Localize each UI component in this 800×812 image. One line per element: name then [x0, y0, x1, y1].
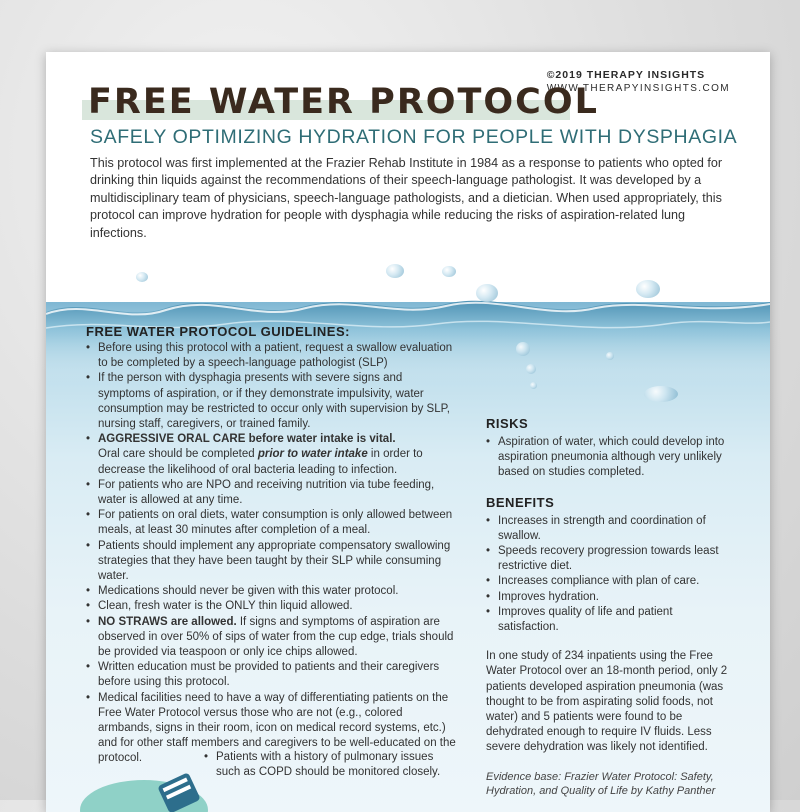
website-url: WWW.THERAPYINSIGHTS.COM	[546, 83, 730, 94]
bubble-icon	[442, 266, 456, 277]
list-item: • Clean, fresh water is the ONLY thin liquid allowed.	[86, 599, 456, 614]
guidelines-heading: FREE WATER PROTOCOL GUIDELINES:	[86, 324, 350, 339]
evidence-citation: Evidence base: Frazier Water Protocol: Safety, Hydration, and Quality of Life by Kathy Panther	[486, 770, 716, 797]
list-item: • For patients who are NPO and receiving nutrition via tube feeding, water is allowed at any time.	[86, 478, 456, 508]
copyright-text: ©2019 THERAPY INSIGHTS	[546, 69, 706, 81]
water-cup-illustration	[74, 760, 224, 812]
bubble-icon	[530, 382, 537, 389]
list-item: • Aspiration of water, which could develop into aspiration pneumonia although very unlikely based on studies completed.	[486, 435, 736, 481]
list-item: • Speeds recovery progression towards least restrictive diet.	[486, 544, 736, 574]
bubble-icon	[516, 342, 530, 356]
list-item: • NO STRAWS are allowed. If signs and symptoms of aspiration are observed in over 50% of sips of water from the cup edge, trials should be provided via teaspoon or only ice chips allowed.	[86, 615, 456, 661]
risks-list	[486, 435, 736, 481]
risks-benefits-section	[486, 416, 736, 798]
guidelines-list	[86, 341, 456, 767]
bubble-icon	[636, 280, 660, 298]
no-straws-emphasis: NO STRAWS are allowed.	[98, 615, 237, 628]
bubble-icon	[644, 386, 678, 402]
bubble-icon	[526, 364, 536, 374]
list-item: • Improves hydration.	[486, 590, 736, 605]
list-item: • Patients should implement any appropriate compensatory swallowing strategies that they have been taught by their SLP while consuming water.	[86, 539, 456, 585]
oral-care-emphasis: AGGRESSIVE ORAL CARE before water intake is vital.	[98, 433, 396, 446]
list-item: • Patients with a history of pulmonary issues such as COPD should be monitored closely.	[204, 750, 444, 780]
bubble-icon	[386, 264, 404, 278]
guidelines-section	[86, 324, 456, 767]
list-item: • Medications should never be given with this water protocol.	[86, 584, 456, 599]
bubble-icon	[606, 352, 614, 360]
list-item: • Before using this protocol with a patient, request a swallow evaluation to be completed by a speech-language pathologist (SLP)	[86, 341, 456, 371]
list-item: • AGGRESSIVE ORAL CARE before water intake is vital. Oral care should be completed prior to water intake in order to decrease the likelihood of oral bacteria leading to infection.	[86, 432, 456, 478]
benefits-heading: BENEFITS	[486, 494, 555, 510]
bubble-icon	[476, 284, 498, 302]
study-paragraph: In one study of 234 inpatients using the Free Water Protocol over an 18-month period, only 2 patients developed aspiration pneumonia (was thought to be from aspirating solid foods, not water) and 5 patients were found to be dehydrated enough to require IV fluids. Less severe dehydration was likely not identified.	[486, 650, 728, 754]
handout-page	[46, 52, 770, 812]
benefits-list	[486, 514, 736, 636]
risks-heading: RISKS	[486, 416, 529, 431]
copd-note	[204, 750, 444, 780]
list-item: • Written education must be provided to patients and their caregivers before using this protocol.	[86, 660, 456, 690]
bubble-icon	[136, 272, 148, 282]
intro-paragraph: This protocol was first implemented at the Frazier Rehab Institute in 1984 as a response to patients who opted for drinking thin liquids against the recommendations of their speech-language pathologist. It was developed by a multidisciplinary team of physicians, speech-language pathologists, and a dietician. When used appropriately, this protocol can improve hydration for people with dysphagia while reducing the risks of aspiration-related lung infections.	[90, 156, 723, 240]
list-item: • Increases in strength and coordination of swallow.	[486, 514, 736, 544]
list-item: • If the person with dysphagia presents with severe signs and symptoms of aspiration, or if they demonstrate impulsivity, water consumption may be restricted to occur only with supervision by SLP, nursing staff, caregivers, or trained family.	[86, 371, 456, 432]
list-item: • Medical facilities need to have a way of differentiating patients on the Free Water Protocol versus those who are not (e.g., colored armbands, signs in their room, icon on medical record systems, etc.) and for other staff members and caregivers to be well-educated on the protocol.	[86, 691, 456, 767]
list-item: • For patients on oral diets, water consumption is only allowed between meals, at least 30 minutes after completion of a meal.	[86, 508, 456, 538]
page-subtitle: SAFELY OPTIMIZING HYDRATION FOR PEOPLE WITH DYSPHAGIA	[90, 126, 738, 148]
list-item: • Improves quality of life and patient satisfaction.	[486, 605, 736, 635]
page-title: FREE WATER PROTOCOL	[88, 82, 599, 122]
list-item: • Increases compliance with plan of care.	[486, 574, 736, 589]
